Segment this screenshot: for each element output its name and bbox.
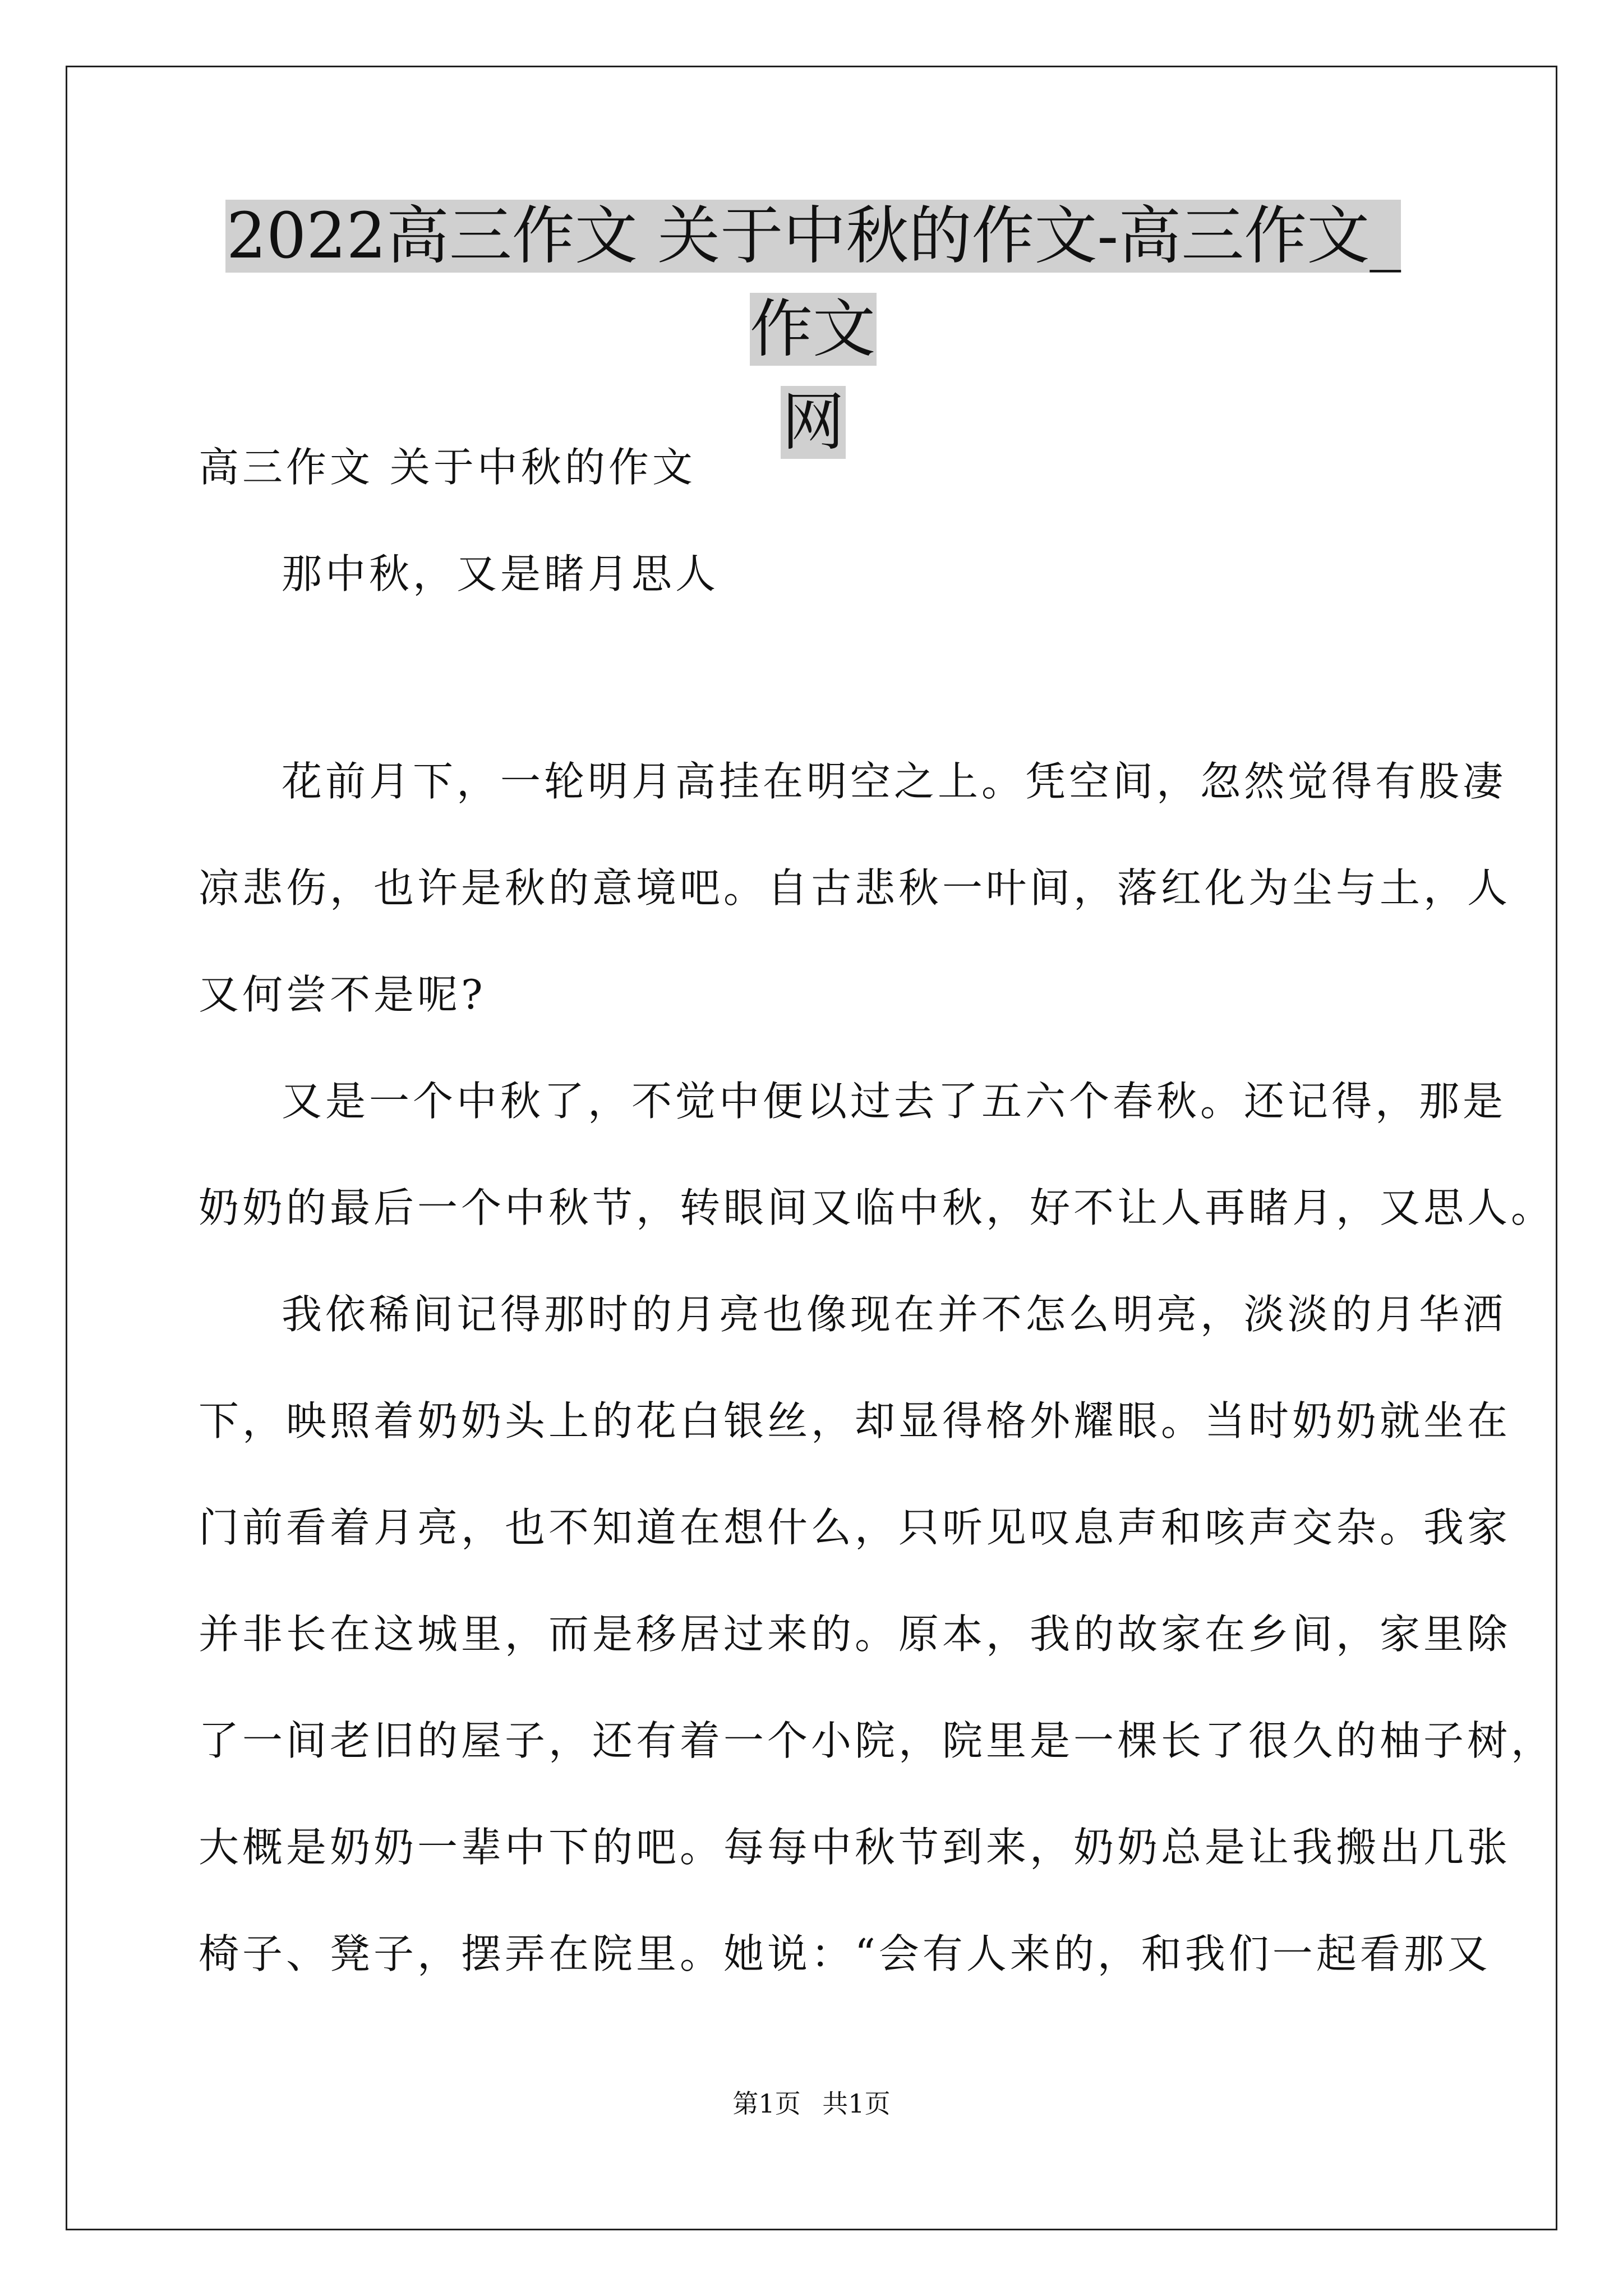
paragraph-line: 花前月下，一轮明月高挂在明空之上。凭空间，忽然觉得有股凄 — [282, 758, 1507, 805]
paragraph-line: 又何尝不是呢? — [199, 971, 486, 1018]
paragraph-line: 并非长在这城里，而是移居过来的。原本，我的故家在乡间，家里除 — [199, 1611, 1511, 1658]
essay-title: 那中秋，又是睹月思人 — [282, 550, 720, 597]
paragraph-line: 大概是奶奶一辈中下的吧。每每中秋节到来，奶奶总是让我搬出几张 — [199, 1824, 1511, 1871]
page-footer: 第1页 共1页 — [732, 2088, 891, 2119]
paragraph-line: 又是一个中秋了，不觉中便以过去了五六个春秋。还记得，那是 — [282, 1078, 1507, 1125]
subtitle: 高三作文 关于中秋的作文 — [199, 444, 696, 491]
paragraph-line: 凉悲伤，也许是秋的意境吧。自古悲秋一叶间，落红化为尘与土，人 — [199, 864, 1511, 912]
paragraph-line: 奶奶的最后一个中秋节，转眼间又临中秋，好不让人再睹月，又思人。 — [199, 1184, 1555, 1231]
paragraph-line: 我依稀间记得那时的月亮也像现在并不怎么明亮，淡淡的月华洒 — [282, 1291, 1507, 1338]
paragraph-line: 门前看着月亮，也不知道在想什么，只听见叹息声和咳声交杂。我家 — [199, 1504, 1511, 1551]
paragraph-line: 了一间老旧的屋子，还有着一个小院，院里是一棵长了很久的柚子树， — [199, 1717, 1555, 1764]
paragraph-line: 椅子、凳子，摆弄在院里。她说：“会有人来的，和我们一起看那又 — [199, 1930, 1491, 1977]
paragraph-line: 下，映照着奶奶头上的花白银丝，却显得格外耀眼。当时奶奶就坐在 — [199, 1397, 1511, 1444]
document-title-line2: 网 — [782, 386, 845, 459]
document-title-line1: 2022高三作文 关于中秋的作文-高三作文_作文 — [226, 200, 1401, 366]
